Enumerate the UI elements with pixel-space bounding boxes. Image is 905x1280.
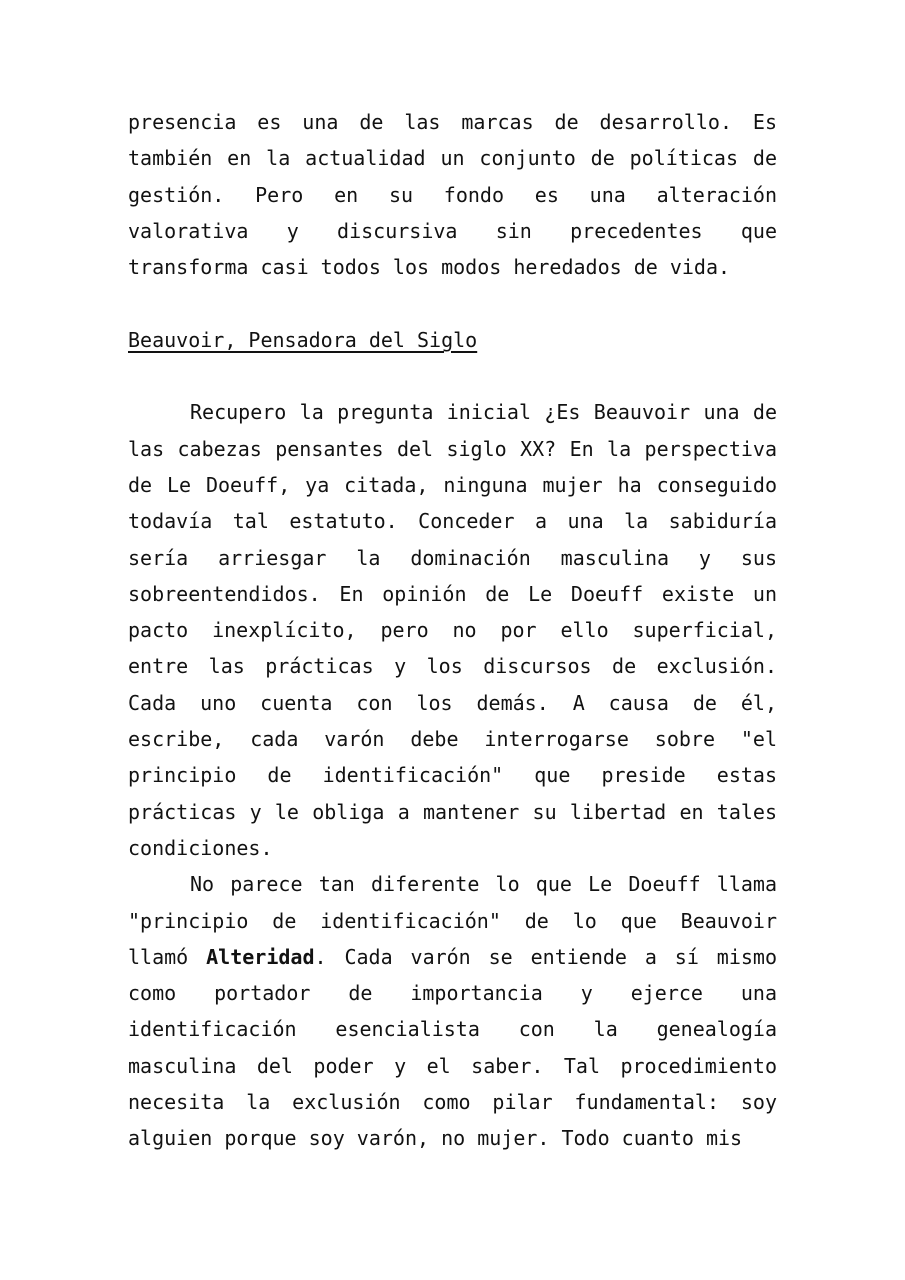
paragraph-development: presencia es una de las marcas de desarrollo. Es también en la actualidad un conjunto de políticas de gestión. Pero en su fondo es una alteración valorativa y discursiva sin precedentes que transforma casi todos los modos heredados de vida. bbox=[128, 110, 777, 280]
paragraph-recupero: Recupero la pregunta inicial ¿Es Beauvoir una de las cabezas pensantes del siglo XX? En la perspectiva de Le Doeuff, ya citada, ninguna mujer ha conseguido todavía tal estatuto. Conceder a una la sabiduría sería arriesgar la dominación masculina y sus sobreentendidos. En opinión de Le Doeuff existe un pacto inexplícito, pero no por ello superficial, entre las prácticas y los discursos de exclusión. Cada uno cuenta con los demás. A causa de él, escribe, cada varón debe interrogarse sobre "el principio de identificación" que preside estas prácticas y le obliga a mantener su libertad en tales condiciones. bbox=[128, 400, 777, 860]
paragraph-alteridad-text-after: . Cada varón se entiende a sí mismo como portador de importancia y ejerce una identificación esencialista con la genealogía masculina del poder y el saber. Tal procedimiento necesita la exclusión como pilar fundamental: soy alguien porque soy varón, no mujer. Todo cuanto mis bbox=[128, 944, 778, 1151]
alteridad-bold-term: Alteridad bbox=[206, 944, 315, 969]
paragraph-alteridad-text-before: No parece tan diferente lo que Le Doeuff llama "principio de identificación" de lo que Beauvoir llamó bbox=[128, 872, 777, 969]
paragraph-alteridad bbox=[128, 866, 777, 1156]
section-heading-beauvoir: Beauvoir, Pensadora del Siglo bbox=[128, 327, 478, 352]
